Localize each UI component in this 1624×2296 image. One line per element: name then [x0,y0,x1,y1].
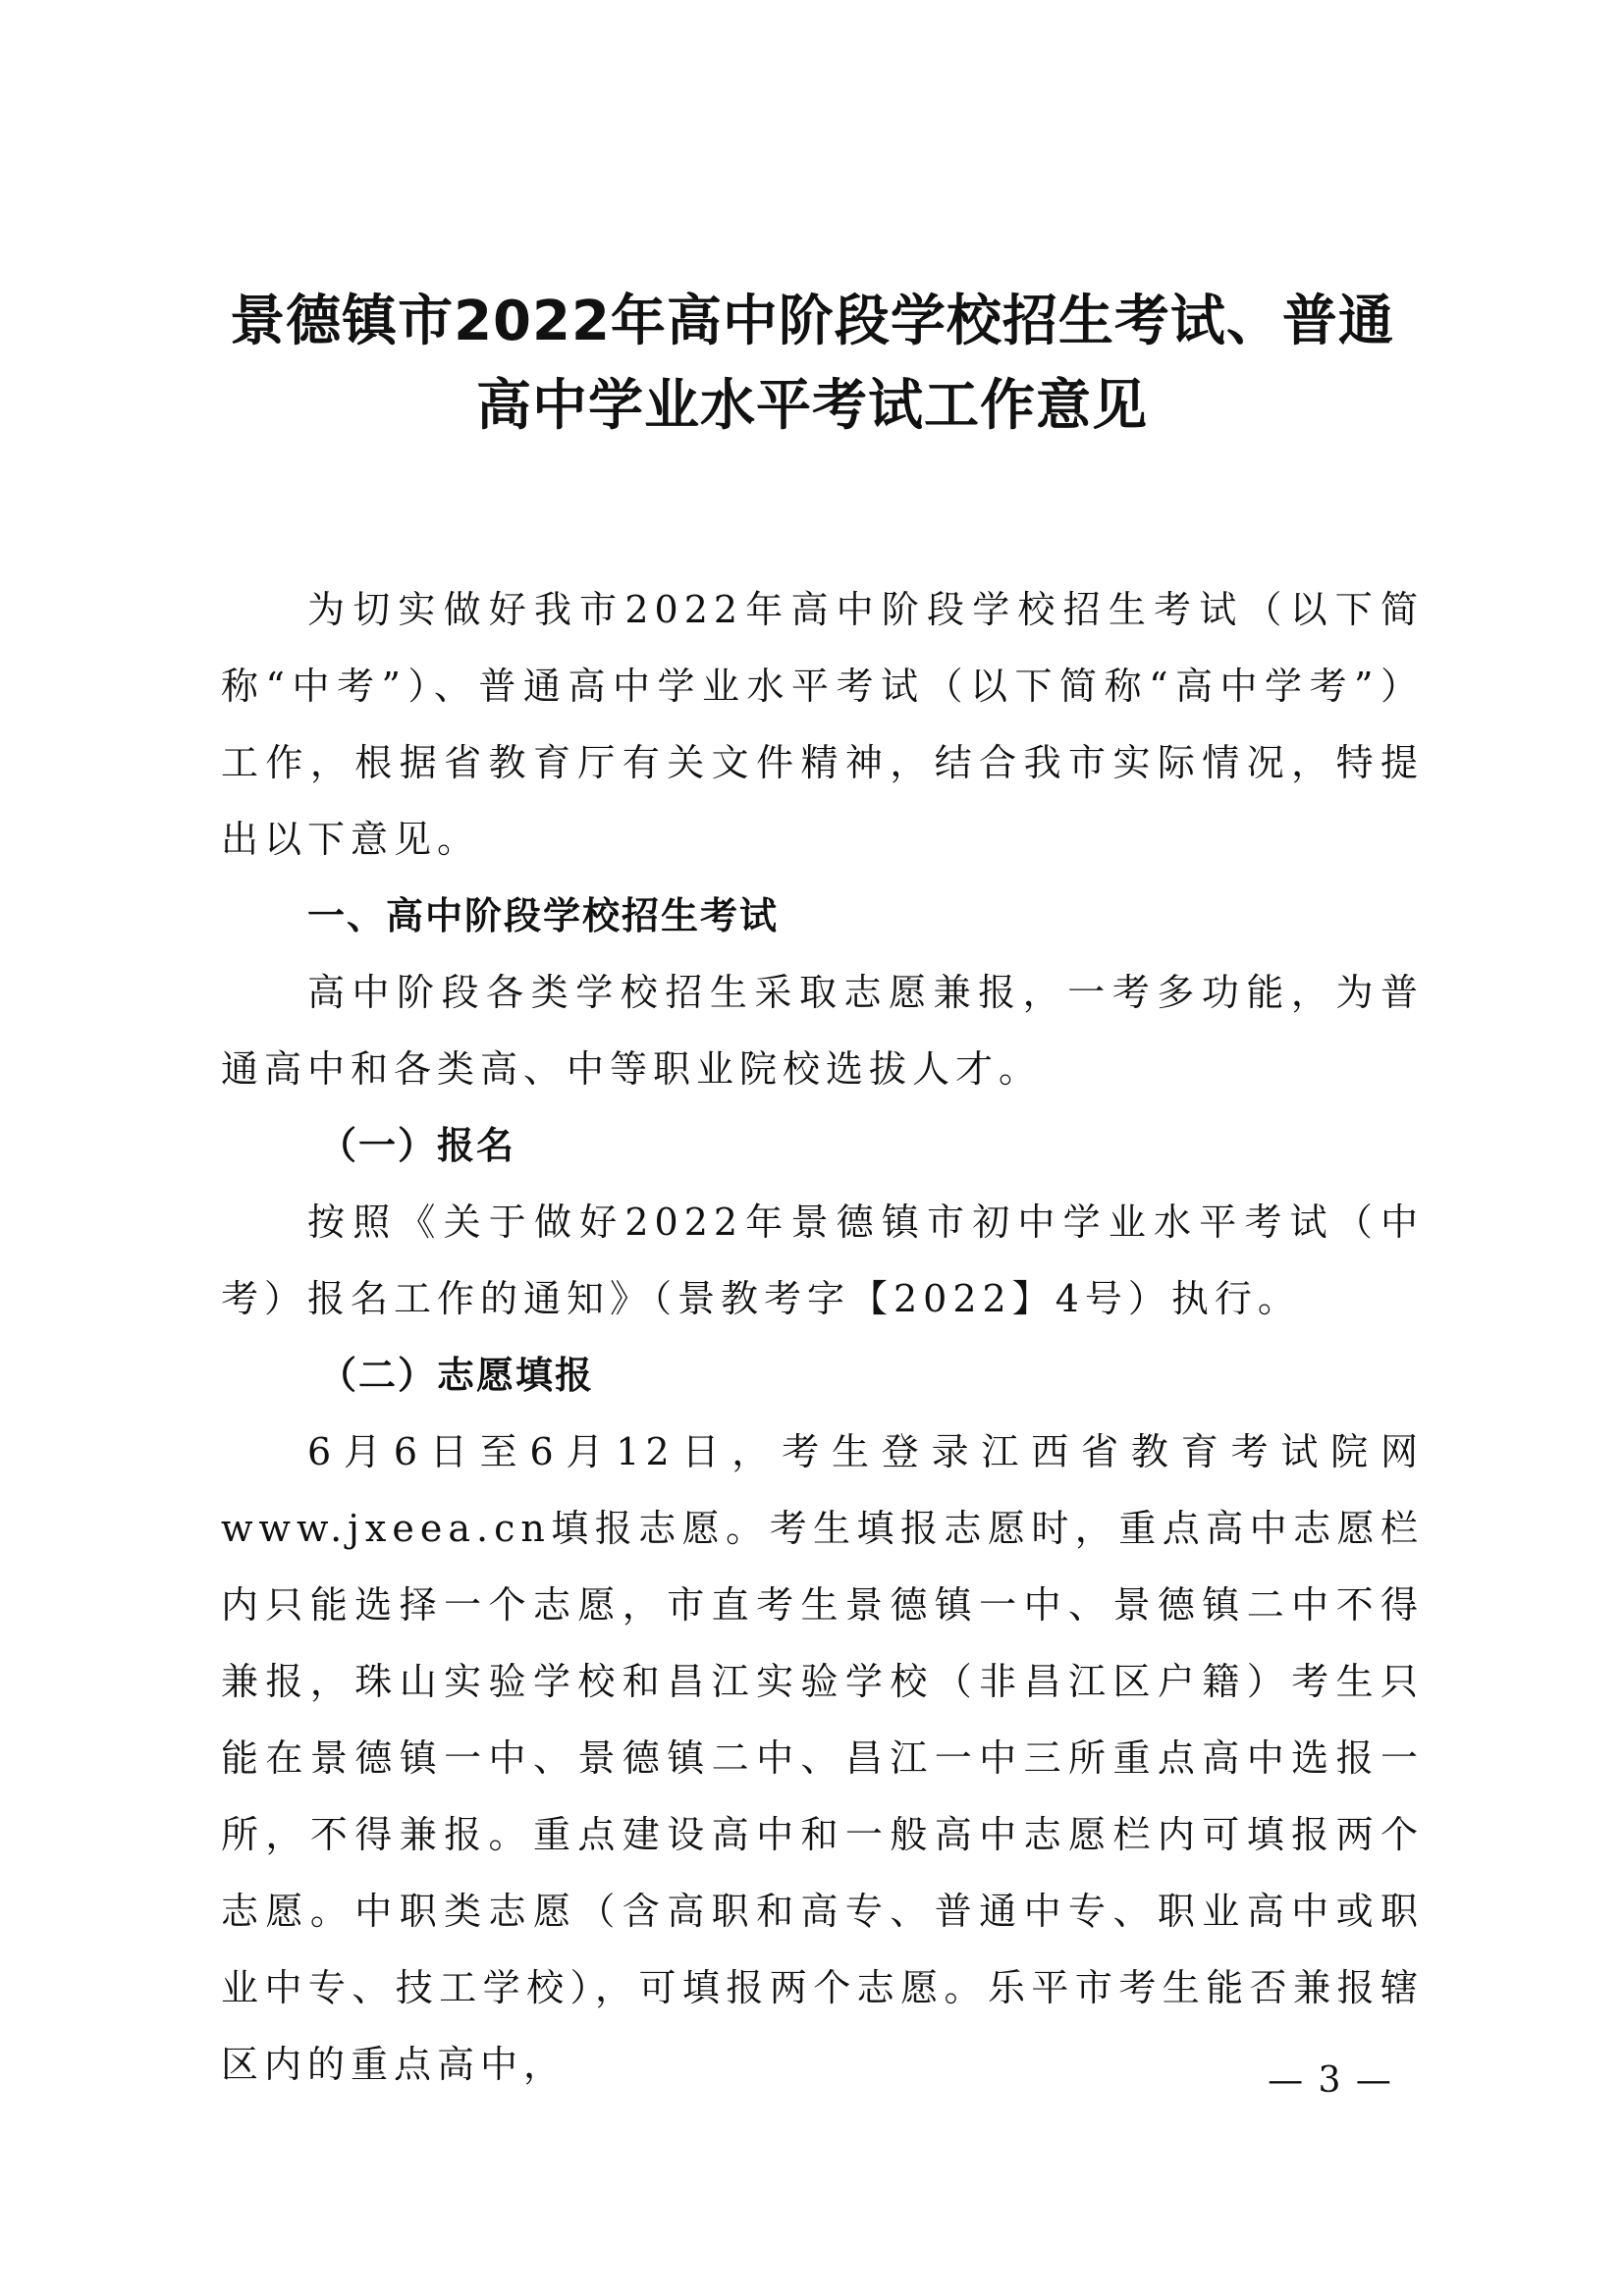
section-heading-1: 一、高中阶段学校招生考试 [307,894,780,937]
page-number: — 3 — [1268,2060,1393,2101]
subsection-heading-preferences: （二）志愿填报 [319,1353,595,1397]
preferences-paragraph: 6月6日至6月12日，考生登录江西省教育考试院网www.jxeea.cn填报志愿。考生填报志愿时，重点高中志愿栏内只能选择一个志愿，市直考生景德镇一中、景德镇二中不得兼报，珠山实验学校和昌江实验学校（非昌江区户籍）考生只能在景德镇一中、景德镇二中、昌江一中三所重点高中选报一所，不得兼报。重点建设高中和一般高中志愿栏内可填报两个志愿。中职类志愿（含高职和高专、普通中专、职业高中或职业中专、技工学校），可填报两个志愿。乐平市考生能否兼报辖区内的重点高中， [221,1430,1424,2086]
document-body [221,571,1424,2103]
section-1-paragraph: 高中阶段各类学校招生采取志愿兼报，一考多功能，为普通高中和各类高、中等职业院校选拔人才。 [221,971,1424,1091]
intro-paragraph: 为切实做好我市2022年高中阶段学校招生考试（以下简称“中考”）、普通高中学业水平考试（以下简称“高中学考”）工作，根据省教育厅有关文件精神，结合我市实际情况，特提出以下意见。 [221,588,1424,861]
subsection-heading-registration: （一）报名 [319,1123,516,1167]
document-title-line-1: 景德镇市2022年高中阶段学校招生考试、普通 [230,290,1394,353]
registration-paragraph: 按照《关于做好2022年景德镇市初中学业水平考试（中考）报名工作的通知》（景教考字【2022】4号）执行。 [221,1201,1424,1320]
document-title [196,280,1428,449]
document-title-line-2: 高中学业水平考试工作意见 [476,374,1148,438]
